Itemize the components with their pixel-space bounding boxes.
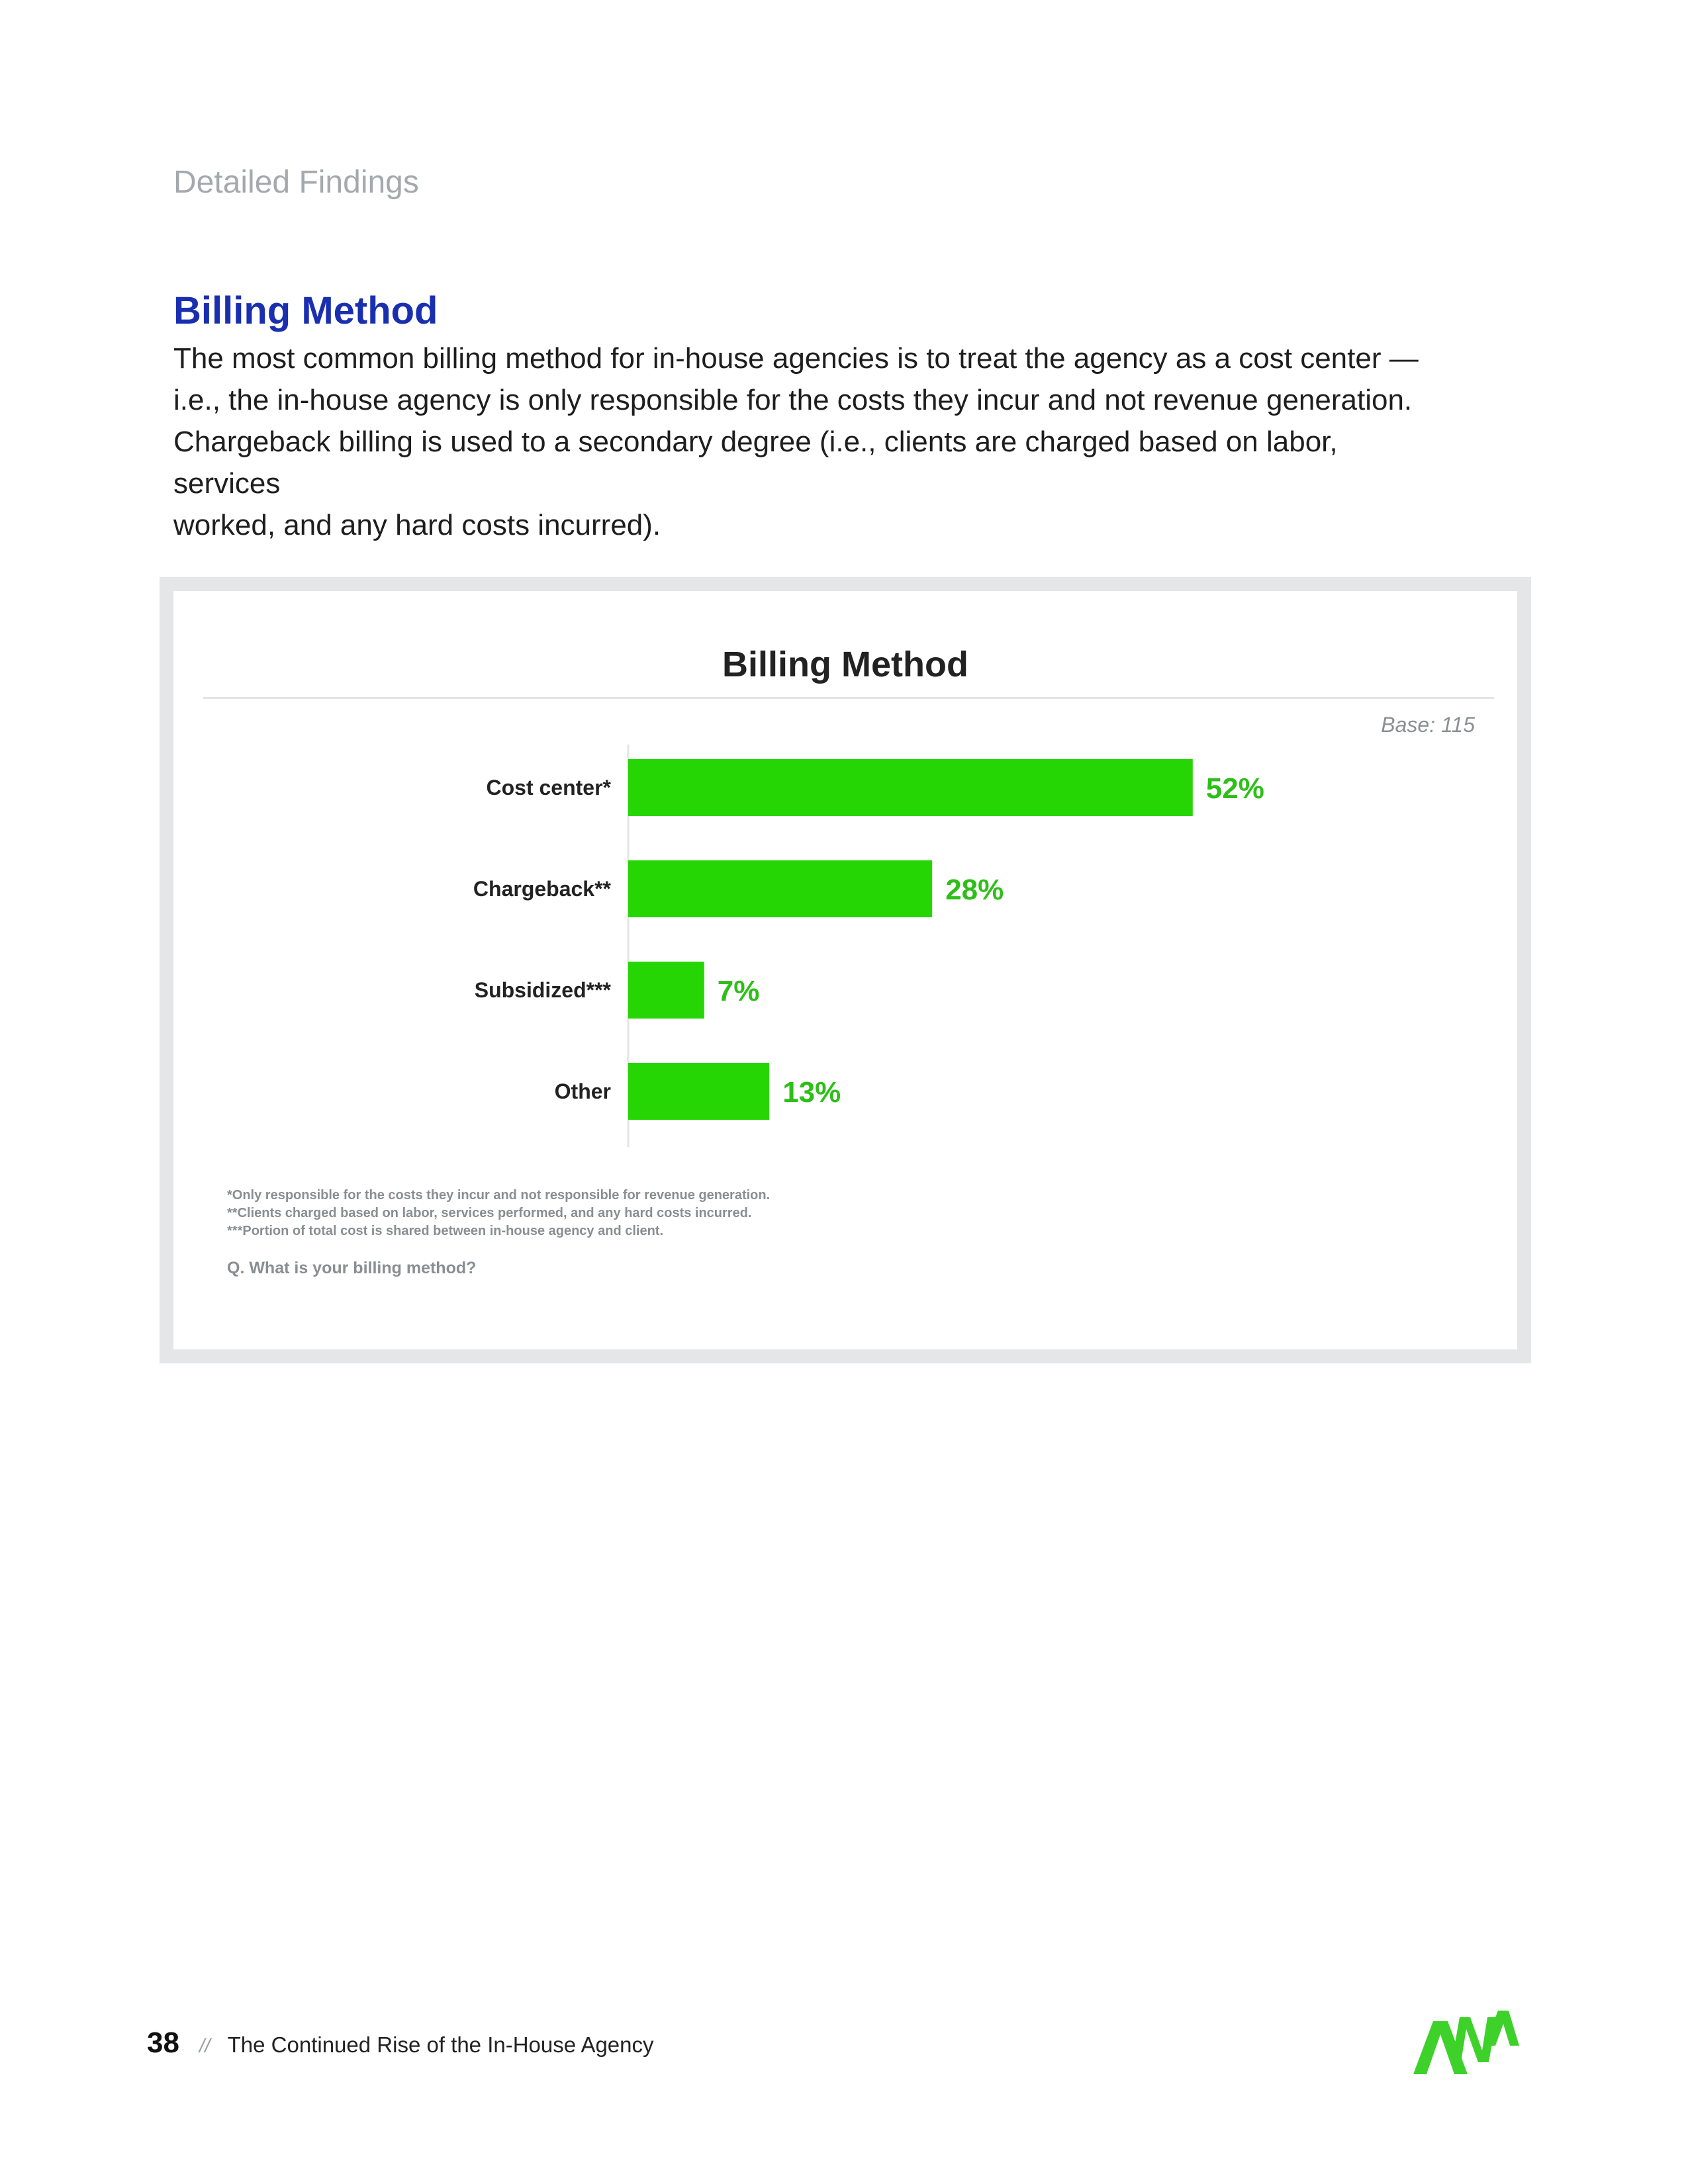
category-label: Chargeback** (473, 877, 611, 901)
section-label: Detailed Findings (173, 165, 419, 200)
footer-separator: // (199, 2035, 211, 2057)
page-number: 38 (147, 2026, 179, 2059)
ana-logo (1413, 2009, 1519, 2075)
data-label: 28% (945, 874, 1004, 906)
intro-line: i.e., the in-house agency is only responsible for the costs they incur and not revenue generation. (173, 384, 1413, 416)
category-label: Other (554, 1079, 611, 1103)
footnote: ***Portion of total cost is shared between in-house agency and client. (227, 1224, 664, 1238)
bar (628, 962, 704, 1019)
category-label: Cost center* (486, 776, 611, 799)
chart-base-note: Base: 115 (1381, 713, 1475, 737)
page-heading: Billing Method (173, 289, 438, 332)
footnote: **Clients charged based on labor, services performed, and any hard costs incurred. (227, 1206, 752, 1220)
chart-title: Billing Method (722, 645, 968, 684)
intro-line: Chargeback billing is used to a secondary degree (i.e., clients are charged based on labor, services (173, 426, 1338, 500)
bar (628, 759, 1193, 816)
page-footer (147, 2026, 654, 2060)
data-label: 52% (1205, 772, 1264, 805)
bar (628, 1063, 769, 1120)
data-label: 13% (782, 1076, 841, 1109)
intro-line: The most common billing method for in-house agencies is to treat the agency as a cost center — (173, 342, 1419, 375)
intro-line: worked, and any hard costs incurred). (173, 509, 661, 541)
survey-question: Q. What is your billing method? (227, 1259, 477, 1277)
category-label: Subsidized*** (474, 978, 611, 1002)
data-label: 7% (717, 975, 760, 1007)
chart-card (173, 591, 1517, 1349)
bar-chart (173, 591, 1517, 1173)
chart-footnotes (227, 1187, 770, 1240)
publication-title: The Continued Rise of the In-House Agency (227, 2032, 654, 2057)
footnote: *Only responsible for the costs they incur and not responsible for revenue generation. (227, 1188, 771, 1203)
chart-frame (160, 577, 1531, 1363)
intro-paragraph (173, 338, 1431, 546)
ana-logo-mark (1413, 2011, 1519, 2074)
bar (628, 860, 932, 917)
